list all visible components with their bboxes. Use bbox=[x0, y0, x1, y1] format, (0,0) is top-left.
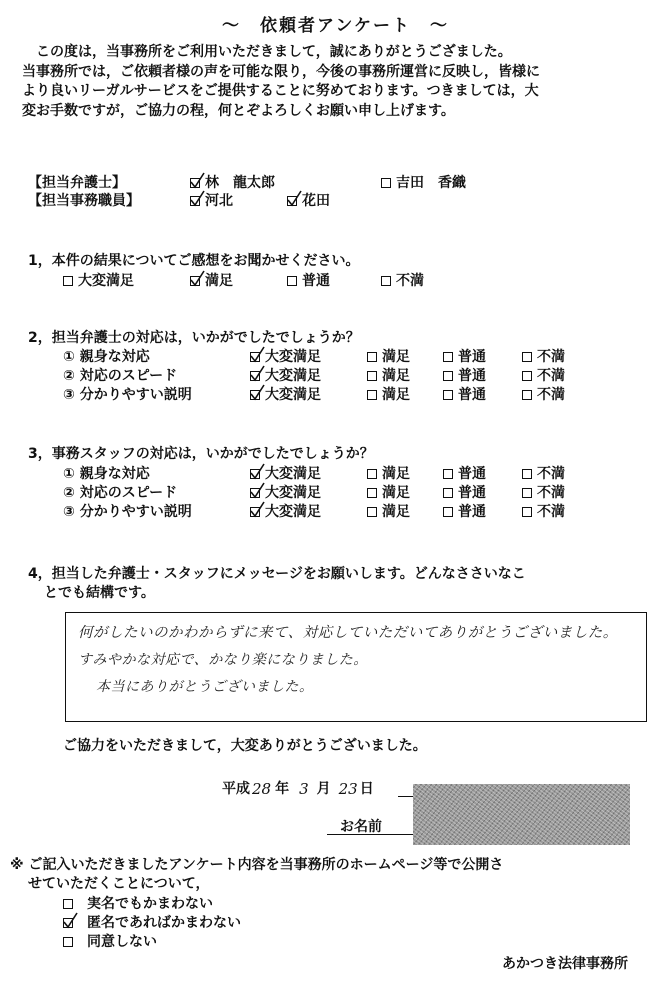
check-mark-icon bbox=[248, 501, 266, 519]
checkbox[interactable] bbox=[287, 276, 297, 286]
intro-line: 変お手数ですが，ご協力の程，何とぞよろしくお願い申し上げます。 bbox=[22, 102, 455, 119]
q3-rating-option[interactable] bbox=[250, 503, 321, 521]
redacted-name-field[interactable] bbox=[413, 784, 630, 845]
option-label: 普通 bbox=[302, 273, 330, 289]
checkbox[interactable] bbox=[522, 507, 532, 517]
check-mark-icon bbox=[248, 384, 266, 402]
q1-option-3[interactable] bbox=[381, 272, 424, 290]
checkbox[interactable] bbox=[443, 352, 453, 362]
option-label: 不満 bbox=[537, 349, 565, 365]
intro-line: この度は，当事務所をご利用いただきまして，誠にありがとうござました。 bbox=[36, 44, 512, 60]
q3-rating-option[interactable] bbox=[367, 503, 410, 521]
checkbox[interactable] bbox=[287, 196, 297, 206]
option-label: 大変満足 bbox=[78, 273, 134, 289]
intro-paragraph bbox=[22, 43, 662, 121]
q1-option-2[interactable] bbox=[287, 272, 330, 290]
checkbox[interactable] bbox=[190, 178, 200, 188]
checkbox[interactable] bbox=[522, 371, 532, 381]
checkbox[interactable] bbox=[367, 352, 377, 362]
checkbox[interactable] bbox=[522, 469, 532, 479]
name-label: お名前 bbox=[340, 819, 382, 835]
checkbox[interactable] bbox=[250, 352, 260, 362]
checkbox[interactable] bbox=[250, 507, 260, 517]
checkbox[interactable] bbox=[63, 276, 73, 286]
q2-rating-option[interactable] bbox=[250, 386, 321, 404]
firm-name: あかつき法律事務所 bbox=[502, 956, 628, 972]
option-label: 満足 bbox=[205, 273, 233, 289]
checkbox[interactable] bbox=[381, 178, 391, 188]
option-label: 普通 bbox=[458, 368, 486, 384]
publish-note-line1: ※ ご記入いただきましたアンケート内容を当事務所のホームページ等で公開さ bbox=[10, 857, 504, 873]
checkbox[interactable] bbox=[443, 469, 453, 479]
check-mark-icon bbox=[248, 346, 266, 364]
checkbox[interactable] bbox=[522, 390, 532, 400]
option-label: 大変満足 bbox=[265, 466, 321, 482]
option-label: 不満 bbox=[537, 485, 565, 501]
option-label: 満足 bbox=[382, 504, 410, 520]
q3-rating-option[interactable] bbox=[250, 465, 321, 483]
q1-option-1[interactable] bbox=[190, 272, 233, 290]
message-line: すみやかな対応で、かなり楽になりました。 bbox=[78, 652, 368, 668]
check-mark-icon bbox=[285, 190, 303, 208]
q3-question: 3，事務スタッフの対応は，いかがでしたでしょうか？ bbox=[28, 446, 374, 462]
checkbox[interactable] bbox=[381, 276, 391, 286]
checkbox[interactable] bbox=[443, 507, 453, 517]
checkbox[interactable] bbox=[443, 488, 453, 498]
q3-rating-option[interactable] bbox=[443, 503, 486, 521]
publish-note-line2: せていただくことについて， bbox=[28, 876, 210, 892]
checkbox[interactable] bbox=[63, 899, 73, 909]
option-label: 普通 bbox=[458, 504, 486, 520]
option-label: 林 龍太郎 bbox=[205, 175, 275, 191]
q2-rating-option[interactable] bbox=[367, 348, 410, 366]
checkbox[interactable] bbox=[443, 371, 453, 381]
clerk-option-1[interactable] bbox=[287, 192, 330, 210]
option-label: 大変満足 bbox=[265, 485, 321, 501]
option-label: 満足 bbox=[382, 368, 410, 384]
check-mark-icon bbox=[61, 912, 79, 930]
q2-item-label: ② 対応のスピード bbox=[63, 368, 178, 384]
checkbox[interactable] bbox=[63, 937, 73, 947]
checkbox[interactable] bbox=[250, 488, 260, 498]
lawyer-option-1[interactable] bbox=[381, 174, 466, 192]
q2-rating-option[interactable] bbox=[443, 386, 486, 404]
q2-item-label: ③ 分かりやすい説明 bbox=[63, 387, 192, 403]
checkbox[interactable] bbox=[190, 276, 200, 286]
q2-rating-option[interactable] bbox=[443, 367, 486, 385]
publish-option-2[interactable] bbox=[63, 933, 157, 951]
date-day-unit: 日 bbox=[359, 781, 374, 797]
option-label: 実名でもかまわない bbox=[87, 896, 213, 912]
page-title: ～ 依頼者アンケート ～ bbox=[222, 16, 449, 36]
option-label: 満足 bbox=[382, 466, 410, 482]
option-label: 大変満足 bbox=[265, 504, 321, 520]
q1-question: 1，本件の結果についてご感想をお聞かせください。 bbox=[28, 253, 360, 269]
checkbox[interactable] bbox=[250, 371, 260, 381]
option-label: 大変満足 bbox=[265, 368, 321, 384]
checkbox[interactable] bbox=[522, 488, 532, 498]
option-label: 満足 bbox=[382, 349, 410, 365]
q3-item-label: ① 親身な対応 bbox=[63, 466, 150, 482]
check-mark-icon bbox=[248, 365, 266, 383]
option-label: 吉田 香織 bbox=[396, 175, 466, 191]
option-label: 普通 bbox=[458, 349, 486, 365]
checkbox[interactable] bbox=[63, 918, 73, 928]
option-label: 匿名であればかまわない bbox=[87, 915, 241, 931]
q2-rating-option[interactable] bbox=[522, 386, 565, 404]
q2-item-label: ① 親身な対応 bbox=[63, 349, 150, 365]
check-mark-icon bbox=[188, 172, 206, 190]
q4-question-line1: 4，担当した弁護士・スタッフにメッセージをお願いします。どんなささいなこ bbox=[28, 566, 526, 582]
date-line bbox=[222, 780, 374, 798]
checkbox[interactable] bbox=[367, 507, 377, 517]
checkbox[interactable] bbox=[367, 390, 377, 400]
option-label: 河北 bbox=[205, 193, 233, 209]
date-month-unit: 月 bbox=[316, 781, 331, 797]
option-label: 満足 bbox=[382, 387, 410, 403]
option-label: 不満 bbox=[396, 273, 424, 289]
q2-rating-option[interactable] bbox=[367, 386, 410, 404]
q3-rating-option[interactable] bbox=[522, 484, 565, 502]
option-label: 花田 bbox=[302, 193, 330, 209]
publish-option-1[interactable] bbox=[63, 914, 241, 932]
q3-rating-option[interactable] bbox=[250, 484, 321, 502]
q3-item-label: ③ 分かりやすい説明 bbox=[63, 504, 192, 520]
date-era: 平成 bbox=[222, 781, 250, 797]
check-mark-icon bbox=[188, 270, 206, 288]
thanks-message: ご協力をいただきまして，大変ありがとうございました。 bbox=[63, 738, 427, 754]
q2-rating-option[interactable] bbox=[250, 348, 321, 366]
intro-line: 当事務所では，ご依頼者様の声を可能な限り，今後の事務所運営に反映し，皆様に bbox=[22, 63, 540, 80]
option-label: 不満 bbox=[537, 387, 565, 403]
checkbox[interactable] bbox=[250, 469, 260, 479]
clerk-option-0[interactable] bbox=[190, 192, 233, 210]
option-label: 満足 bbox=[382, 485, 410, 501]
date-year-unit: 年 bbox=[275, 781, 290, 797]
q2-rating-option[interactable] bbox=[367, 367, 410, 385]
checkbox[interactable] bbox=[250, 390, 260, 400]
q3-rating-option[interactable] bbox=[443, 465, 486, 483]
q3-item-label: ② 対応のスピード bbox=[63, 485, 178, 501]
q3-rating-option[interactable] bbox=[443, 484, 486, 502]
q2-rating-option[interactable] bbox=[522, 367, 565, 385]
check-mark-icon bbox=[188, 190, 206, 208]
option-label: 不満 bbox=[537, 368, 565, 384]
q3-rating-option[interactable] bbox=[367, 465, 410, 483]
clerk-label: 【担当事務職員】 bbox=[28, 193, 140, 209]
intro-line: より良いリーガルサービスをご提供することに努めております。つきましては，大 bbox=[22, 83, 539, 99]
checkbox[interactable] bbox=[367, 488, 377, 498]
q4-question-line2: とでも結構です。 bbox=[44, 585, 155, 601]
q2-rating-option[interactable] bbox=[522, 348, 565, 366]
message-line: 本当にありがとうございました。 bbox=[96, 679, 314, 695]
checkbox[interactable] bbox=[443, 390, 453, 400]
check-mark-icon bbox=[248, 482, 266, 500]
option-label: 普通 bbox=[458, 466, 486, 482]
checkbox[interactable] bbox=[190, 196, 200, 206]
option-label: 不満 bbox=[537, 466, 565, 482]
checkbox[interactable] bbox=[367, 371, 377, 381]
q3-rating-option[interactable] bbox=[522, 503, 565, 521]
q3-rating-option[interactable] bbox=[522, 465, 565, 483]
date-month[interactable]: 3 bbox=[299, 780, 309, 798]
message-line: 何がしたいのかわからずに来て、対応していただいてありがとうございました。 bbox=[78, 625, 618, 641]
date-year[interactable]: 28 bbox=[252, 780, 272, 798]
publish-option-0[interactable] bbox=[63, 895, 213, 913]
q2-rating-option[interactable] bbox=[250, 367, 321, 385]
q2-question: 2，担当弁護士の対応は，いかがでしたでしょうか？ bbox=[28, 330, 360, 346]
option-label: 普通 bbox=[458, 387, 486, 403]
check-mark-icon bbox=[248, 463, 266, 481]
message-box[interactable] bbox=[65, 612, 647, 722]
date-day[interactable]: 23 bbox=[338, 780, 358, 798]
checkbox[interactable] bbox=[367, 469, 377, 479]
option-label: 不満 bbox=[537, 504, 565, 520]
option-label: 同意しない bbox=[87, 934, 157, 950]
q3-rating-option[interactable] bbox=[367, 484, 410, 502]
q2-rating-option[interactable] bbox=[443, 348, 486, 366]
lawyer-label: 【担当弁護士】 bbox=[28, 175, 126, 191]
q1-option-0[interactable] bbox=[63, 272, 134, 290]
option-label: 普通 bbox=[458, 485, 486, 501]
checkbox[interactable] bbox=[522, 352, 532, 362]
option-label: 大変満足 bbox=[265, 387, 321, 403]
option-label: 大変満足 bbox=[265, 349, 321, 365]
